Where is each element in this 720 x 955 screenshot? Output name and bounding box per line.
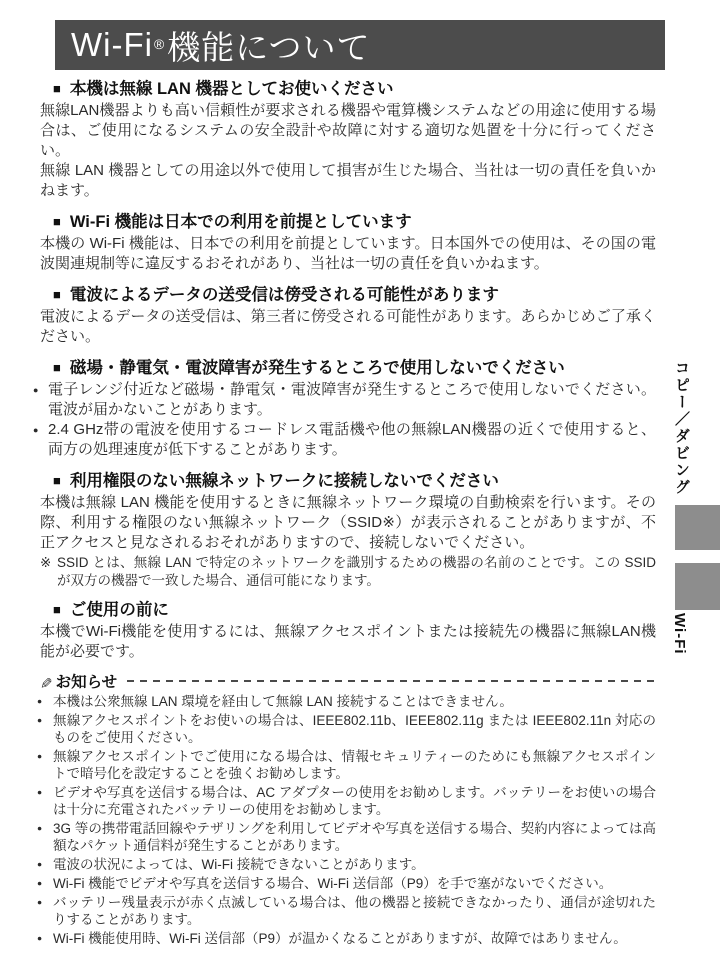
- circle-bullet-icon: ●: [37, 696, 43, 706]
- section-heading-text: ご使用の前に: [69, 601, 169, 619]
- footnote-text: SSID とは、無線 LAN で特定のネットワークを識別するための機器の名前のことです。この SSID が双方の機器で一致した場合、通信可能になります。: [57, 555, 656, 588]
- list-item: [33, 380, 656, 420]
- note-item-text: Wi-Fi 機能使用時、Wi-Fi 送信部（P9）が温かくなることがありますが、故障ではありません。: [53, 931, 627, 946]
- note-item-text: Wi-Fi 機能でビデオや写真を送信する場合、Wi-Fi 送信部（P9）を手で塞がないでください。: [53, 876, 613, 891]
- footnote-ssid: [40, 554, 656, 589]
- footnote-mark-icon: ※: [40, 555, 52, 570]
- circle-bullet-icon: ●: [37, 933, 43, 943]
- sidebar-label-copy-dubbing: コピー／ダビング: [673, 360, 690, 496]
- square-bullet-icon: ■: [53, 81, 61, 96]
- note-item: [37, 930, 656, 947]
- sidebar-tab-upper: [675, 505, 720, 550]
- dashed-rule: [127, 680, 656, 682]
- paragraph: 無線 LAN 機器としての用途以外で使用して損害が生じた場合、当社は一切の責任を負いかねます。: [40, 162, 656, 199]
- circle-bullet-icon: ●: [37, 787, 43, 797]
- note-item: [37, 894, 656, 928]
- sidebar-tab-lower: [675, 563, 720, 610]
- list-item: [33, 420, 656, 460]
- note-item: [37, 856, 656, 873]
- page-title-product: Wi-Fi: [71, 26, 153, 63]
- list-item-text: 2.4 GHz帯の電波を使用するコードレス電話機や他の無線LAN機器の近くで使用すると、両方の処理速度が低下することがあります。: [48, 421, 656, 458]
- circle-bullet-icon: ●: [37, 823, 43, 833]
- square-bullet-icon: ■: [53, 602, 61, 617]
- section-heading-text: Wi-Fi 機能は日本での利用を前提としています: [69, 213, 412, 231]
- registered-trademark-symbol: ®: [153, 36, 166, 53]
- section-use-as-wireless-lan: [40, 80, 656, 201]
- paragraph: 本機は無線 LAN 機能を使用するときに無線ネットワーク環境の自動検索を行います。その際、利用する権限のない無線ネットワーク（SSID※）が表示されることがありますが、不正アクセスと見なされるおそれがありますので、接続しないでください。: [40, 494, 656, 551]
- note-item: [37, 693, 656, 710]
- note-item: [37, 748, 656, 782]
- section-radio-interception: [40, 286, 656, 347]
- circle-bullet-icon: ●: [37, 751, 43, 761]
- section-unauthorized-networks: [40, 472, 656, 589]
- note-item-text: 電波の状況によっては、Wi-Fi 接続できないことがあります。: [53, 857, 425, 872]
- note-item-text: ビデオや写真を送信する場合は、AC アダプターの使用をお勧めします。バッテリーをお使いの場合は十分に充電されたバッテリーの使用をお勧めします。: [53, 785, 656, 817]
- section-heading: [40, 80, 656, 99]
- note-item-text: 本機は公衆無線 LAN 環境を経由して無線 LAN 接続することはできません。: [53, 694, 513, 709]
- section-heading-text: 磁場・静電気・電波障害が発生するところで使用しないでください: [69, 359, 565, 377]
- section-heading: [40, 359, 656, 378]
- paragraph: 電波によるデータの送受信は、第三者に傍受される可能性があります。あらかじめご了承ください。: [40, 308, 656, 345]
- circle-bullet-icon: ●: [37, 897, 43, 907]
- section-before-use: [40, 601, 656, 662]
- note-item-text: 無線アクセスポイントでご使用になる場合は、情報セキュリティーのためにも無線アクセスポイントで暗号化を設定することを強くお勧めします。: [53, 749, 656, 781]
- notes-header: [40, 671, 656, 691]
- paragraph: 無線LAN機器よりも高い信頼性が要求される機器や電算機システムなどの用途に使用する場合は、ご使用になるシステムの安全設計や故障に対する適切な処置を十分に行ってください。: [40, 102, 656, 159]
- content-area: [33, 76, 656, 947]
- section-heading: [40, 213, 656, 232]
- notes-title: お知らせ: [55, 674, 118, 691]
- list-item-text: 電子レンジ付近など磁場・静電気・電波障害が発生するところで使用しないでください。電波が届かないことがあります。: [48, 381, 656, 418]
- note-item: [37, 820, 656, 854]
- section-japan-use-only: [40, 213, 656, 274]
- square-bullet-icon: ■: [53, 214, 61, 229]
- circle-bullet-icon: ●: [37, 715, 43, 725]
- pencil-icon: ✐: [40, 672, 53, 690]
- square-bullet-icon: ■: [53, 473, 61, 488]
- circle-bullet-icon: ●: [33, 425, 39, 435]
- sidebar-label-wifi: Wi-Fi: [671, 613, 688, 655]
- section-heading: [40, 601, 656, 620]
- section-heading-text: 電波によるデータの送受信は傍受される可能性があります: [69, 286, 499, 304]
- section-heading-text: 利用権限のない無線ネットワークに接続しないでください: [69, 472, 499, 490]
- section-magnetic-static-interference: [33, 359, 656, 460]
- circle-bullet-icon: ●: [33, 385, 39, 395]
- section-heading-text: 本機は無線 LAN 機器としてお使いください: [69, 80, 394, 98]
- note-item-text: 無線アクセスポイントをお使いの場合は、IEEE802.11b、IEEE802.11g または IEEE802.11n 対応のものをご使用ください。: [53, 713, 656, 745]
- section-heading: [40, 286, 656, 305]
- note-item: [37, 875, 656, 892]
- note-item: [37, 784, 656, 818]
- page-title-bar: [55, 20, 665, 70]
- square-bullet-icon: ■: [53, 287, 61, 302]
- section-heading: [40, 472, 656, 491]
- circle-bullet-icon: ●: [37, 859, 43, 869]
- note-item-text: バッテリー残量表示が赤く点滅している場合は、他の機器と接続できなかったり、通信が途切れたりすることがあります。: [53, 895, 656, 927]
- notes-block: [37, 671, 656, 947]
- note-item: [37, 712, 656, 746]
- page-title-suffix: 機能について: [167, 28, 371, 66]
- paragraph: 本機でWi-Fi機能を使用するには、無線アクセスポイントまたは接続先の機器に無線LAN機能が必要です。: [40, 623, 656, 660]
- note-item-text: 3G 等の携帯電話回線やテザリングを利用してビデオや写真を送信する場合、契約内容によっては高額なパケット通信料が発生することがあります。: [53, 821, 656, 853]
- circle-bullet-icon: ●: [37, 878, 43, 888]
- square-bullet-icon: ■: [53, 360, 61, 375]
- paragraph: 本機の Wi-Fi 機能は、日本での利用を前提としています。日本国外での使用は、その国の電波関連規制等に違反するおそれがあり、当社は一切の責任を負いかねます。: [40, 235, 656, 272]
